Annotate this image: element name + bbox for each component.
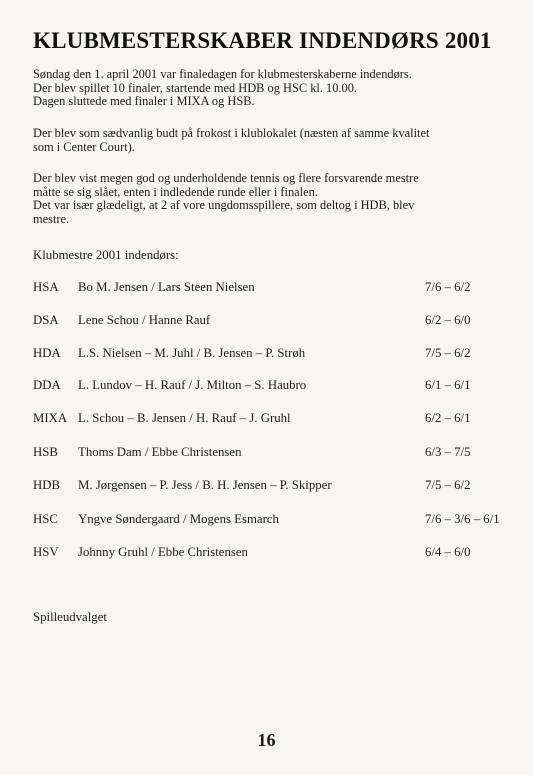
result-score: 7/5 – 6/2 <box>425 478 471 492</box>
result-row <box>33 378 523 394</box>
result-score: 6/1 – 6/1 <box>425 378 471 392</box>
paragraph-finals <box>33 68 513 109</box>
signature-committee: Spilleudvalget <box>33 610 107 624</box>
result-category: HDA <box>33 346 61 360</box>
result-score: 6/4 – 6/0 <box>425 545 471 559</box>
text-line: Søndag den 1. april 2001 var finaledagen for klubmesterskaberne indendørs. <box>33 67 412 81</box>
result-category: DSA <box>33 313 59 327</box>
result-row <box>33 445 523 461</box>
result-players: L. Schou – B. Jensen / H. Rauf – J. Gruhl <box>78 411 291 425</box>
result-score: 7/6 – 3/6 – 6/1 <box>425 512 500 526</box>
text-line: Det var især glædeligt, at 2 af vore ungdomsspillere, som deltog i HDB, blev <box>33 198 415 213</box>
result-row <box>33 478 523 494</box>
result-players: Yngve Søndergaard / Mogens Esmarch <box>78 512 279 526</box>
text-line: Der blev vist megen god og underholdende tennis og flere forsvarende mestre <box>33 171 419 185</box>
result-category: HSB <box>33 445 58 459</box>
result-players: Johnny Gruhl / Ebbe Christensen <box>78 545 248 559</box>
text-line: måtte se sig slået, enten i indledende runde eller i finalen. <box>33 184 318 199</box>
result-score: 6/2 – 6/0 <box>425 313 471 327</box>
result-score: 6/2 – 6/1 <box>425 411 471 425</box>
text-line: Dagen sluttede med finaler i MIXA og HSB. <box>33 94 255 109</box>
text-line: Der blev spillet 10 finaler, startende med HDB og HSC kl. 10.00. <box>33 80 358 95</box>
result-score: 7/5 – 6/2 <box>425 346 471 360</box>
result-players: Thoms Dam / Ebbe Christensen <box>78 445 242 459</box>
text-line: mestre. <box>33 211 70 226</box>
result-category: DDA <box>33 378 61 392</box>
result-players: L. Lundov – H. Rauf / J. Milton – S. Haubro <box>78 378 307 392</box>
result-category: HDB <box>33 478 61 492</box>
result-players: L.S. Nielsen – M. Juhl / B. Jensen – P. Strøh <box>78 346 306 360</box>
result-row <box>33 346 523 362</box>
result-row <box>33 411 523 427</box>
page-title: KLUBMESTERSKABER INDENDØRS 2001 <box>33 28 492 53</box>
result-category: MIXA <box>33 411 68 425</box>
paragraph-lunch <box>33 127 513 154</box>
result-players: Bo M. Jensen / Lars Steen Nielsen <box>78 280 255 294</box>
text-line: som i Center Court). <box>33 139 135 154</box>
result-score: 6/3 – 7/5 <box>425 445 471 459</box>
result-row <box>33 280 523 296</box>
result-category: HSC <box>33 512 58 526</box>
result-row <box>33 313 523 329</box>
results-heading: Klubmestre 2001 indendørs: <box>33 248 179 262</box>
result-category: HSA <box>33 280 59 294</box>
result-players: M. Jørgensen – P. Jess / B. H. Jensen – P. Skipper <box>78 478 332 492</box>
text-line: Der blev som sædvanlig budt på frokost i klublokalet (næsten af samme kvalitet <box>33 126 430 140</box>
result-players: Lene Schou / Hanne Rauf <box>78 313 211 327</box>
result-row <box>33 512 523 528</box>
result-row <box>33 545 523 561</box>
result-category: HSV <box>33 545 59 559</box>
paragraph-tennis <box>33 172 513 226</box>
result-score: 7/6 – 6/2 <box>425 280 471 294</box>
page-number: 16 <box>257 730 276 750</box>
